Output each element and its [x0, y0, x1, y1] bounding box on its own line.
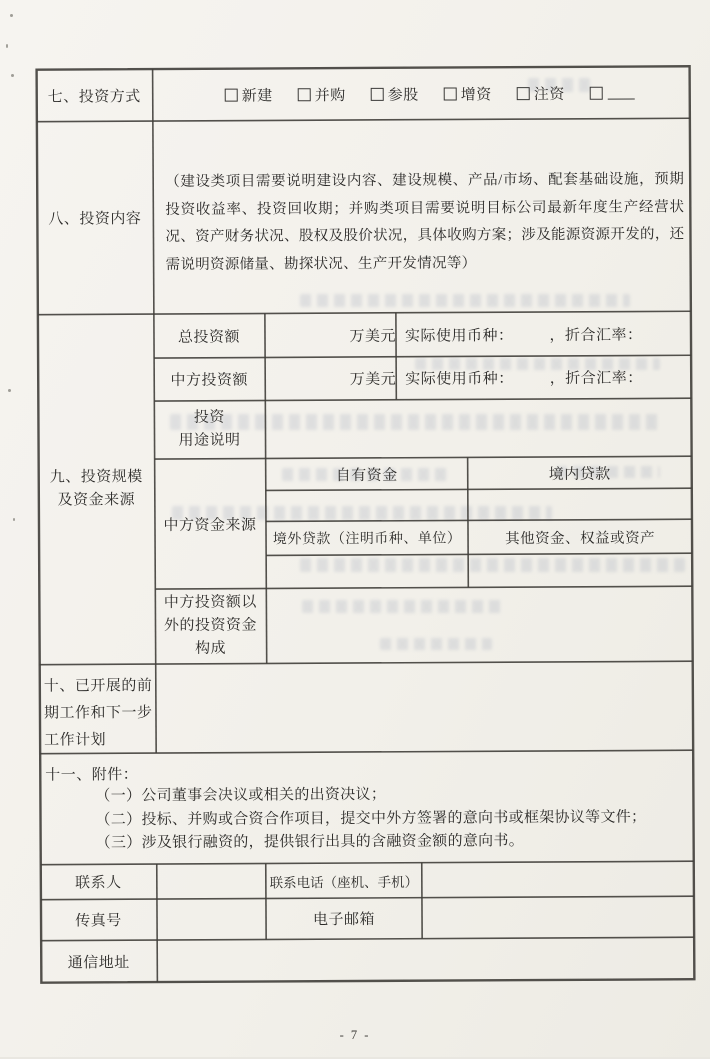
total-amount-currency-cell: [396, 311, 701, 357]
attachment-item: （一）公司董事会决议或相关的出资决议；: [95, 782, 689, 809]
checkbox-icon: [298, 88, 311, 101]
checkbox-icon: [444, 87, 457, 100]
own-funds-label: 自有资金: [266, 457, 468, 490]
option-label: 并购: [315, 84, 346, 105]
non-cn-funds-label: 中方投资额以 外的投资资金 构成: [155, 588, 265, 664]
checkbox-icon: [371, 87, 384, 100]
currency-prefix: 实际使用币种：: [405, 367, 514, 389]
option-capital-increase: [444, 83, 492, 104]
attachment-item: （二）投标、并购或合资合作项目，提交中外方签署的意向书或框架协议等文件；: [95, 806, 689, 833]
email-value: [422, 896, 695, 938]
address-label: 通信地址: [40, 940, 157, 983]
page-number: - 7 -: [0, 1028, 710, 1043]
funding-source-label: 中方资金来源: [155, 458, 266, 589]
total-amount-label: 总投资额: [154, 313, 264, 358]
total-amount-unit: 万美元: [265, 313, 403, 358]
address-value: [157, 937, 695, 982]
investment-method-label: 七、投资方式: [36, 69, 153, 122]
investment-content-label: 八、投资内容: [36, 121, 154, 315]
cn-amount-unit: 万美元: [265, 357, 403, 401]
option-new: [225, 84, 273, 105]
attachments-title: 十一、附件：: [45, 763, 138, 784]
rate-suffix: ，折合汇率：: [550, 366, 643, 387]
option-label: 增资: [461, 83, 492, 104]
option-label: 新建: [242, 84, 273, 105]
other-funds-label: 其他资金、权益或资产: [468, 519, 692, 554]
investment-scale-label: 九、投资规模 及资金来源: [37, 314, 156, 665]
attachment-item: （三）涉及银行融资的，提供银行出具的含融资金额的意向书。: [96, 829, 690, 856]
checkbox-icon: [517, 87, 530, 100]
checkbox-icon: [590, 86, 603, 99]
email-label: 电子邮箱: [266, 898, 422, 940]
currency-prefix: 实际使用币种：: [405, 324, 514, 346]
option-label: 参股: [388, 83, 419, 104]
option-other: [590, 86, 635, 100]
fax-value: [157, 898, 266, 940]
contact-phone-label: 联系电话（座机、手机）: [266, 863, 422, 899]
option-label: 注资: [534, 82, 565, 103]
domestic-loan-label: 境内贷款: [468, 456, 692, 489]
investment-method-options: [153, 66, 710, 121]
contact-person-label: 联系人: [40, 864, 157, 900]
investment-content-note: （建设类项目需要说明建设内容、建设规模、产品/市场、配套基础设施，预期投资收益率、投资回收期；并购类项目需要说明目标公司最新年度生产经营状况、资产财务状况、股权及股价状况，具体收购方案；涉及能源资源开发的，还需说明资源储量、勘探状况、生产开发情况等）: [165, 166, 685, 279]
checkbox-icon: [225, 88, 238, 101]
cn-amount-currency-cell: [396, 355, 701, 400]
cn-amount-label: 中方投资额: [154, 357, 264, 401]
attachments-list: [95, 782, 689, 856]
option-merge: [298, 84, 346, 105]
contact-phone-value: [422, 861, 695, 897]
option-equity: [371, 83, 419, 104]
option-capital-injection: [517, 82, 565, 103]
rate-suffix: ，折合汇率：: [549, 323, 642, 344]
purpose-label: 投资 用途说明: [154, 400, 264, 459]
foreign-loan-label: 境外贷款（注明币种、单位）: [266, 520, 468, 555]
work-plan-label: 十、已开展的前 期工作和下一步 工作计划: [44, 667, 156, 758]
fax-label: 传真号: [40, 899, 157, 941]
blank-line: [608, 86, 635, 100]
contact-person-value: [157, 863, 266, 899]
